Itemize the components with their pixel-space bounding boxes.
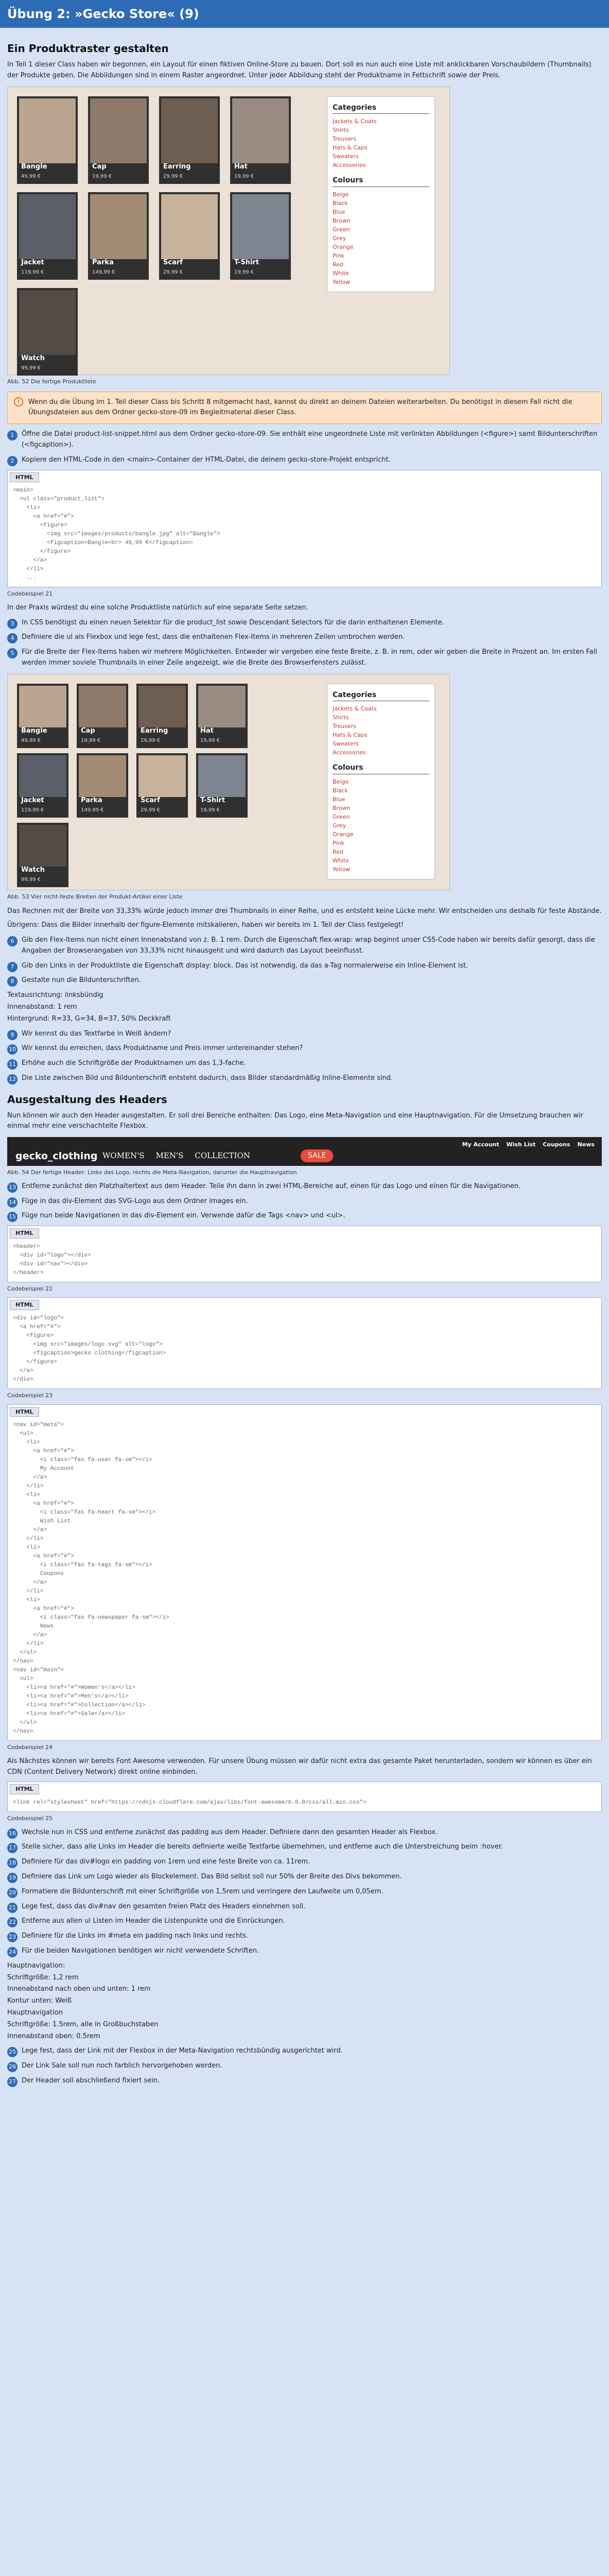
product-name: Jacket: [21, 796, 44, 804]
step-text: Kopiere den HTML-Code in den <main>-Container der HTML-Datei, die deinem gecko-store-Projekt entspricht.: [22, 455, 391, 464]
colour-link[interactable]: Black: [333, 199, 348, 207]
step-text: Für die Breite der Flex-Items haben wir mehrere Möglichkeiten. Entweder wir vergeben eine feste Breite, z. B. in rem, oder wir geben die Breite in Prozent an. Im ersten Fall werden immer soviele Thumbnails in einer Zeile angezeigt, wie die Breite des Browserfensters zulässt.: [22, 648, 597, 667]
property-line: Hauptnavigation: [7, 2008, 63, 2016]
intro-text: In Teil 1 dieser Class haben wir begonnen, ein Layout für einen fiktiven Online-Store zu bauen. Dort soll es nun auch eine Liste mit anklickbaren Vorschaubildern (Thumbnails) der Produkte geben. Die Abbildungen sind in einem Raster angeordnet. Unter jeder Abbildung steht der Produktname in Fettschrift sowie der Preis.: [7, 61, 591, 80]
step-number: 1: [7, 430, 18, 440]
shop-mockup: [7, 674, 450, 890]
product-price: 29,99 €: [141, 807, 161, 813]
step-number: 10: [7, 1044, 18, 1055]
product-card[interactable]: [159, 192, 220, 280]
code-lang-label: HTML: [10, 1407, 39, 1417]
product-price: 49,99 €: [21, 737, 41, 743]
step-item: [7, 935, 602, 957]
product-image: [19, 686, 66, 727]
steps-list: [7, 2046, 602, 2086]
step-number: 9: [7, 1030, 18, 1040]
colour-link[interactable]: Yellow: [333, 278, 350, 285]
category-link[interactable]: Accessories: [333, 162, 366, 169]
colour-link[interactable]: Blue: [333, 795, 345, 803]
colours-list: [333, 777, 429, 874]
product-price: 49,99 €: [21, 173, 41, 179]
step-number: 4: [7, 633, 18, 643]
meta-navigation: [455, 1140, 595, 1149]
product-image: [19, 98, 76, 163]
product-card[interactable]: [17, 823, 68, 887]
product-image: [19, 290, 76, 355]
product-name: Cap: [81, 726, 95, 735]
step-item: [7, 1872, 602, 1883]
product-card[interactable]: [230, 96, 291, 184]
page-title: Übung 2: »Gecko Store« (9): [0, 0, 609, 28]
hint-text: Übrigens: Dass die Bilder innerhalb der figure-Elemente mitskalieren, haben wir bereits im 1. Teil der Class festgelegt!: [7, 921, 404, 929]
step-number: 11: [7, 1059, 18, 1070]
step-text: Entferne aus allen ul Listen im Header die Listenpunkte und die Einrückungen.: [22, 1917, 285, 1925]
step-text: Stelle sicher, dass alle Links im Header die bereits definierte weiße Textfarbe übernehmen, und entferne auch die Unterstreichung beim :hover.: [22, 1843, 503, 1851]
step-item: [7, 1073, 602, 1084]
figure-product-list: [7, 87, 602, 386]
categories-title: Categories: [333, 102, 429, 114]
product-image: [90, 98, 147, 163]
category-link[interactable]: Shirts: [333, 127, 349, 134]
code-block: [7, 1297, 602, 1389]
categories-list: [333, 704, 429, 757]
code-lang-label: HTML: [10, 1228, 39, 1239]
steps-list: [7, 429, 602, 465]
product-card[interactable]: [17, 96, 78, 184]
product-image: [138, 686, 186, 727]
step-item: [7, 2046, 602, 2057]
step-number: 16: [7, 1828, 18, 1839]
property-line: Innenabstand oben: 0.5rem: [7, 2032, 100, 2040]
step-item: [7, 2061, 602, 2072]
step-number: 27: [7, 2077, 18, 2087]
product-name: Earring: [141, 726, 168, 735]
product-name: Hat: [234, 163, 248, 171]
product-name: Earring: [163, 163, 191, 171]
intro-text: Nun können wir auch den Header ausgestalten. Er soll drei Bereiche enthalten: Das Logo, eine Meta-Navigation und eine Hauptnavigation. Für die Umsetzung brauchen wir einmal mehr eine verschachtelte Flexbox.: [7, 1111, 583, 1130]
product-price: 29,99 €: [163, 173, 183, 179]
property-list: [7, 990, 602, 1024]
colour-link[interactable]: Brown: [333, 804, 351, 811]
category-link[interactable]: Trousers: [333, 135, 356, 143]
step-item: [7, 1857, 602, 1868]
steps-list: [7, 1827, 602, 1957]
colour-link[interactable]: Yellow: [333, 866, 350, 873]
product-card[interactable]: [88, 96, 149, 184]
colour-link[interactable]: White: [333, 857, 349, 864]
step-text: Formatiere die Bildunterschrift mit einer Schriftgröße von 1,5rem und verringere den Laufweite um 0,05em.: [22, 1887, 384, 1895]
categories-title: Categories: [333, 689, 429, 701]
product-card[interactable]: [17, 753, 68, 818]
colour-link[interactable]: Green: [333, 813, 350, 820]
step-item: [7, 1946, 602, 1957]
property-line: Textausrichtung: linksbündig: [7, 991, 103, 999]
content: [0, 28, 609, 2095]
colour-link[interactable]: Beige: [333, 778, 349, 785]
step-item: [7, 632, 602, 643]
product-price: 149,99 €: [92, 269, 115, 275]
step-item: [7, 1196, 602, 1207]
colour-link[interactable]: Pink: [333, 252, 344, 259]
step-text: Definiere für die Links im #meta ein padding nach links und rechts.: [22, 1932, 249, 1940]
step-item: [7, 647, 602, 669]
step-text: Gestalte nun die Bildunterschriften.: [22, 976, 141, 985]
categories-list: [333, 117, 429, 170]
product-name: T-Shirt: [234, 259, 259, 267]
step-number: 3: [7, 619, 18, 629]
step-text: Der Header soll abschließend fixiert sein.: [22, 2076, 160, 2084]
colour-link[interactable]: White: [333, 269, 349, 277]
product-price: 19,99 €: [81, 737, 101, 743]
category-link[interactable]: Accessories: [333, 749, 366, 756]
step-number: 7: [7, 962, 18, 972]
colours-title: Colours: [333, 175, 429, 187]
property-line: Innenabstand: 1 rem: [7, 1003, 77, 1011]
colour-link[interactable]: Beige: [333, 191, 349, 198]
colour-link[interactable]: Green: [333, 226, 350, 233]
product-price: 19,99 €: [200, 807, 220, 813]
product-image: [232, 194, 289, 259]
step-text: Gib den Flex-Items nun nicht einen Innenabstand von z. B. 1 rem. Durch die Eigenschaft flex-wrap: wrap beginnt unser CSS-Code haben wir bereits dafür gesorgt, dass die Angaben der Browserangaben von 33,33% nicht hinausgeht und wird dadurch das Layout beeinflusst.: [22, 936, 595, 955]
property-list: [7, 2008, 602, 2042]
step-number: 25: [7, 2047, 18, 2057]
step-item: [7, 975, 602, 986]
colour-link[interactable]: Grey: [333, 234, 346, 242]
step-number: 22: [7, 1917, 18, 1927]
step-item: [7, 1842, 602, 1853]
code-caption: Codebeispiel 22: [7, 1285, 53, 1292]
product-card[interactable]: [196, 753, 248, 818]
step-number: 18: [7, 1858, 18, 1868]
main-nav-link[interactable]: WOMEN'S: [102, 1151, 145, 1161]
step-number: 23: [7, 1932, 18, 1942]
step-item: [7, 1181, 602, 1192]
product-image: [161, 98, 218, 163]
code-content: <div id="logo"> <a href="#"> <figure> <img src="images/logo.svg" alt="logo"> <figcaption>gecko clothing</figcaption> </figure> </a> </div>: [13, 1315, 166, 1383]
product-card[interactable]: [17, 684, 68, 748]
step-number: 21: [7, 1903, 18, 1913]
code-block: [7, 470, 602, 588]
product-image: [19, 825, 66, 867]
step-item: [7, 1827, 602, 1838]
product-card[interactable]: [17, 192, 78, 280]
product-card[interactable]: [136, 753, 188, 818]
note-text: Wenn du die Übung im 1. Teil dieser Class bis Schritt 8 mitgemacht hast, kannst du direkt an deinem Dateien weiterarbeiten. Du benötigst in diesem Fall nicht die Übungsdateien aus dem Ordner gecko-store-09 im Begleitmaterial dieser Class.: [28, 398, 572, 417]
product-name: Watch: [21, 354, 45, 363]
shop-sidebar: [327, 96, 435, 292]
colours-title: Colours: [333, 762, 429, 774]
colour-link[interactable]: Red: [333, 261, 343, 268]
code-content: <link rel="stylesheet" href="https://cdnjs.cloudflare.com/ajax/libs/font-awesome/6.0.0/css/all.min.css">: [13, 1800, 367, 1806]
product-name: Bangle: [21, 726, 47, 735]
colour-link[interactable]: Black: [333, 787, 348, 794]
step-text: Definiere das Link um Logo wieder als Blockelement. Das Bild selbst soll nur 50% der Breite des Divs bekommen.: [22, 1873, 402, 1880]
product-price: 19,99 €: [200, 737, 220, 743]
product-name: Scarf: [163, 259, 183, 267]
product-name: Scarf: [141, 796, 160, 804]
step-item: [7, 1058, 602, 1069]
property-list: [7, 1961, 602, 2007]
step-number: 15: [7, 1212, 18, 1222]
product-name: Watch: [21, 866, 45, 874]
figure-product-list-2: [7, 674, 602, 902]
code-lang-label: HTML: [10, 472, 39, 483]
step-item: [7, 455, 602, 466]
shop-mockup: [7, 87, 450, 375]
step-text: In CSS benötigst du einen neuen Selektor für die product_list sowie Descendant Selectors für die darin enthaltenen Elemente.: [22, 618, 444, 626]
product-name: Bangle: [21, 163, 47, 171]
meta-nav-link[interactable]: My Account: [462, 1141, 499, 1148]
meta-nav-link[interactable]: News: [577, 1141, 595, 1148]
product-price: 119,99 €: [21, 807, 44, 813]
steps-list: [7, 618, 602, 669]
product-price: 99,99 €: [21, 365, 41, 371]
step-number: 13: [7, 1182, 18, 1193]
step-text: Gib den Links in der Produktliste die Eigenschaft display: block. Das ist notwendig, da das a-Tag normalerweise ein Inline-Element ist.: [22, 961, 468, 970]
product-card[interactable]: [88, 192, 149, 280]
code-block: [7, 1404, 602, 1741]
step-item: [7, 1931, 602, 1942]
paragraph: Als Nächstes können wir bereits Font Awesome verwenden. Für unsere Übung müssen wir dafür nicht extra das gesamte Paket herunterladen, sondern wir können es über ein CDN (Content Delivery Network) direkt online einbinden.: [7, 1757, 592, 1776]
category-link[interactable]: Sweaters: [333, 740, 359, 748]
property-line: Schriftgröße: 1,2 rem: [7, 1973, 79, 1981]
code-lang-label: HTML: [10, 1784, 39, 1794]
steps-list: [7, 1181, 602, 1222]
step-item: [7, 1902, 602, 1912]
property-line: Schriftgröße: 1.5rem, alle in Großbuchstaben: [7, 2020, 159, 2028]
category-link[interactable]: Trousers: [333, 723, 356, 730]
step-number: 14: [7, 1197, 18, 1208]
product-name: Cap: [92, 163, 107, 171]
product-price: 29,99 €: [141, 737, 161, 743]
header-mockup: [7, 1137, 602, 1166]
step-text: Der Link Sale soll nun noch farblich hervorgehoben werden.: [22, 2062, 222, 2070]
category-link[interactable]: Hats & Caps: [333, 144, 368, 151]
product-image: [90, 194, 147, 259]
step-text: Die Liste zwischen Bild und Bildunterschrift entsteht dadurch, dass Bilder standardmäßig Inline-Elemente sind.: [22, 1074, 393, 1082]
category-link[interactable]: Sweaters: [333, 153, 359, 160]
step-number: 20: [7, 1888, 18, 1898]
step-item: [7, 1211, 602, 1222]
step-text: Wir kennst du das Textfarbe in Weiß ändern?: [22, 1029, 171, 1038]
main-nav-link[interactable]: COLLECTION: [195, 1151, 250, 1161]
section-heading: Ein Produktraster gestalten: [7, 42, 169, 55]
product-name: Parka: [81, 796, 102, 804]
step-number: 24: [7, 1947, 18, 1957]
category-link[interactable]: Jackets & Coats: [333, 705, 377, 713]
step-text: Öffne die Datei product-list-snippet.html aus dem Ordner gecko-store-09. Sie enthält eine ungeordnete Liste mit verlinkten Abbildungen (<figure>) samt Bildunterschriften (<figcaption>).: [22, 430, 598, 449]
code-caption: Codebeispiel 23: [7, 1392, 53, 1399]
paragraph: Das Rechnen mit der Breite von 33,33% würde jedoch immer drei Thumbnails in einer Reihe, und es entsteht keine Lücke mehr. Wir entscheiden uns deshalb für feste Abstände.: [7, 907, 602, 916]
step-number: 26: [7, 2062, 18, 2072]
step-item: [7, 1887, 602, 1897]
step-number: 8: [7, 976, 18, 987]
property-line: Hauptnavigation:: [7, 1961, 65, 1970]
property-line: Kontur unten: Weiß: [7, 1997, 72, 2005]
product-card[interactable]: [136, 684, 188, 748]
step-text: Für die beiden Navigationen benötigen wir nicht verwendete Schriften.: [22, 1946, 259, 1955]
property-line: Hintergrund: R=33, G=34, B=37, 50% Deckkraft: [7, 1014, 171, 1023]
step-number: 17: [7, 1843, 18, 1853]
product-price: 29,99 €: [163, 269, 183, 275]
product-name: Hat: [200, 726, 214, 735]
info-icon: !: [14, 397, 23, 406]
product-price: 19,99 €: [234, 269, 254, 275]
step-text: Lege fest, dass das div#nav den gesamten freien Platz des Headers einnehmen soll.: [22, 1902, 306, 1910]
colour-link[interactable]: Grey: [333, 822, 346, 829]
category-link[interactable]: Shirts: [333, 714, 349, 721]
step-text: Entferne zunächst den Platzhaltertext aus dem Header. Teile ihn dann in zwei HTML-Bereiche auf, einen für das Logo und einen für die Navigationen.: [22, 1182, 521, 1190]
step-number: 12: [7, 1074, 18, 1084]
colour-link[interactable]: Red: [333, 848, 343, 855]
step-text: Füge in das div-Element das SVG-Logo aus dem Ordner images ein.: [22, 1197, 248, 1205]
step-number: 5: [7, 648, 18, 658]
step-number: 19: [7, 1873, 18, 1883]
product-price: 149,99 €: [81, 807, 104, 813]
product-name: T-Shirt: [200, 796, 225, 804]
sale-button[interactable]: SALE: [301, 1149, 333, 1162]
product-card[interactable]: [77, 753, 128, 818]
product-price: 99,99 €: [21, 876, 41, 883]
product-image: [161, 194, 218, 259]
colour-link[interactable]: Pink: [333, 839, 344, 846]
step-text: Wir kennst du erreichen, dass Produktname und Preis immer untereinander stehen?: [22, 1044, 303, 1053]
product-price: 19,99 €: [92, 173, 112, 179]
product-name: Parka: [92, 259, 114, 267]
code-block: [7, 1226, 602, 1282]
steps-list: [7, 1029, 602, 1084]
meta-nav-link[interactable]: Coupons: [543, 1141, 570, 1148]
code-caption: Codebeispiel 25: [7, 1815, 53, 1822]
category-link[interactable]: Hats & Caps: [333, 732, 368, 739]
figure-caption: Abb. 54 Der fertige Header: Links das Logo, rechts die Meta-Navigation, darunter die Hauptnavigation: [7, 1169, 297, 1176]
product-price: 19,99 €: [234, 173, 254, 179]
product-image: [198, 686, 246, 727]
steps-list: [7, 935, 602, 986]
product-card[interactable]: [230, 192, 291, 280]
step-item: [7, 2076, 602, 2087]
code-caption: Codebeispiel 21: [7, 590, 53, 598]
product-image: [19, 755, 66, 797]
property-line: Innenabstand nach oben und unten: 1 rem: [7, 1985, 151, 1993]
code-block: [7, 1782, 602, 1812]
code-content: <main> <ul class="product_list"> <li> <a href="#"> <figure> <img src="images/products/bangle.jpg" alt="Bangle"> <figcaption>Bangle<br> 49,99 €</figcaption> </figure> </a> </li> ...: [13, 487, 220, 582]
figure-caption: Abb. 52 Die fertige Produktliste: [7, 378, 96, 385]
product-price: 119,99 €: [21, 269, 44, 275]
step-item: [7, 1043, 602, 1054]
step-item: [7, 1029, 602, 1040]
paragraph: In der Praxis würdest du eine solche Produktliste natürlich auf eine separate Seite setzen.: [7, 603, 308, 612]
main-navigation: [102, 1149, 262, 1162]
colour-link[interactable]: Brown: [333, 217, 351, 224]
figure-caption: Abb. 53 Vier nicht-feste Breiten der Produkt-Artikel einer Liste: [7, 893, 183, 900]
colour-link[interactable]: Blue: [333, 208, 345, 215]
product-image: [79, 686, 126, 727]
step-text: Definiere die ul als Flexbox und lege fest, dass die enthaltenen Flex-Items in mehreren Zeilen umbrochen werden.: [22, 633, 405, 641]
product-image: [138, 755, 186, 797]
step-item: [7, 961, 602, 972]
step-text: Wechsle nun in CSS und entferne zunächst das padding aus dem Header. Definiere dann den gesamten Header als Flexbox.: [22, 1828, 438, 1836]
product-card[interactable]: [196, 684, 248, 748]
product-image: [198, 755, 246, 797]
product-image: [79, 755, 126, 797]
colour-link[interactable]: Orange: [333, 243, 354, 250]
product-image: [19, 194, 76, 259]
step-number: 2: [7, 456, 18, 466]
code-content: <nav id="meta"> <ul> <li> <a href="#"> <i class="fas fa-user fa-sm"></i> My Account </a> </li> <li> <a href="#"> <i class="fas fa-heart fa-sm"></i> Wish List </a> </li> <li> <a href="#"> <i class="fas fa-tags fa-sm"></i> Coupons </a> </li> <li> <a href="#"> <i class="fas fa-newspaper fa-sm"></i> News </a> </li> </ul> </nav> <nav id="main"> <ul> <li><a href="#">Women's</a></li> <li><a href="#">Men's</a></li> <li><a href="#">Collection</a></li> <li><a href="#">Sale</a></li> </ul> </nav>: [13, 1422, 169, 1735]
product-card[interactable]: [17, 288, 78, 376]
code-caption: Codebeispiel 24: [7, 1744, 53, 1751]
section-heading: Ausgestaltung des Headers: [7, 1093, 167, 1106]
product-card[interactable]: [77, 684, 128, 748]
step-text: Definiere für das div#logo ein padding von 1rem und eine feste Breite von ca. 11rem.: [22, 1858, 310, 1866]
code-lang-label: HTML: [10, 1300, 39, 1310]
product-card[interactable]: [159, 96, 220, 184]
shop-sidebar: [327, 684, 435, 879]
step-number: 6: [7, 936, 18, 946]
product-name: Jacket: [21, 259, 44, 267]
category-link[interactable]: Jackets & Coats: [333, 118, 377, 125]
product-image: [232, 98, 289, 163]
step-item: [7, 429, 602, 451]
step-item: [7, 1916, 602, 1927]
step-item: [7, 618, 602, 629]
colours-list: [333, 190, 429, 286]
logo: gecko_clothing: [15, 1150, 98, 1162]
colour-link[interactable]: Orange: [333, 831, 354, 838]
main-nav-link[interactable]: MEN'S: [155, 1151, 184, 1161]
meta-nav-link[interactable]: Wish List: [506, 1141, 536, 1148]
step-text: Füge nun beide Navigationen in das div-Element ein. Verwende dafür die Tags <nav> und <ul>.: [22, 1212, 345, 1220]
note-box: [7, 392, 602, 425]
code-content: <header> <div id="logo"></div> <div id="nav"></div> </header>: [13, 1243, 91, 1276]
step-text: Lege fest, dass der Link mit der Flexbox in der Meta-Navigation rechtsbündig ausgerichtet wird.: [22, 2047, 343, 2055]
step-text: Erhöhe auch die Schriftgröße der Produktnamen um das 1,3-fache.: [22, 1059, 246, 1067]
